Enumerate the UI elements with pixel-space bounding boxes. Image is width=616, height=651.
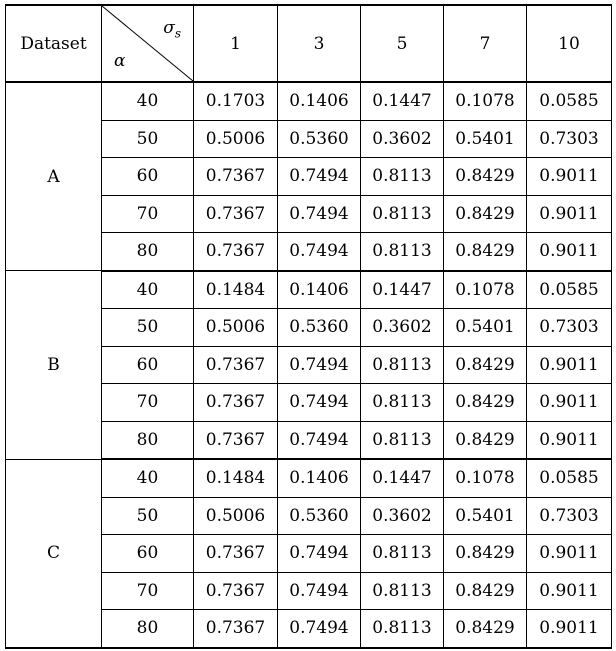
value-cell: 0.5006 [194,120,278,158]
value-cell: 0.8113 [361,535,444,573]
sigma-header-5: 5 [361,5,444,82]
alpha-value-cell: 70 [102,572,194,610]
alpha-value-cell: 40 [102,82,194,120]
sigma-header-7: 7 [444,5,527,82]
value-cell: 0.8113 [361,346,444,384]
alpha-value-cell: 40 [102,459,194,497]
alpha-value-cell: 60 [102,535,194,573]
value-cell: 0.7494 [278,421,361,459]
dataset-name-cell: A [6,82,102,271]
value-cell: 0.8113 [361,421,444,459]
sigma-header-3: 3 [278,5,361,82]
value-cell: 0.1703 [194,82,278,120]
value-cell: 0.1484 [194,459,278,497]
value-cell: 0.7303 [527,120,612,158]
value-cell: 0.5401 [444,309,527,347]
dataset-name-cell: C [6,459,102,648]
value-cell: 0.8429 [444,421,527,459]
value-cell: 0.7494 [278,610,361,648]
value-cell: 0.1406 [278,271,361,309]
sigma-header-10: 10 [527,5,612,82]
value-cell: 0.7494 [278,158,361,196]
alpha-value-cell: 80 [102,610,194,648]
value-cell: 0.0585 [527,459,612,497]
value-cell: 0.7367 [194,195,278,233]
value-cell: 0.9011 [527,535,612,573]
value-cell: 0.3602 [361,120,444,158]
value-cell: 0.7494 [278,572,361,610]
value-cell: 0.1406 [278,82,361,120]
value-cell: 0.7494 [278,384,361,422]
results-table [5,4,612,649]
value-cell: 0.1078 [444,459,527,497]
header-row [6,5,612,82]
value-cell: 0.8113 [361,195,444,233]
value-cell: 0.5360 [278,120,361,158]
value-cell: 0.7367 [194,158,278,196]
value-cell: 0.7367 [194,535,278,573]
sigma-header-1: 1 [194,5,278,82]
value-cell: 0.8429 [444,384,527,422]
alpha-value-cell: 70 [102,384,194,422]
value-cell: 0.8429 [444,346,527,384]
alpha-value-cell: 60 [102,346,194,384]
value-cell: 0.7303 [527,309,612,347]
sigma-label: $\sigma_s$ [163,18,181,41]
value-cell: 0.7494 [278,195,361,233]
value-cell: 0.5401 [444,497,527,535]
value-cell: 0.1406 [278,459,361,497]
value-cell: 0.5360 [278,309,361,347]
value-cell: 0.9011 [527,195,612,233]
value-cell: 0.9011 [527,384,612,422]
value-cell: 0.8429 [444,535,527,573]
value-cell: 0.5006 [194,309,278,347]
value-cell: 0.7303 [527,497,612,535]
value-cell: 0.9011 [527,233,612,271]
alpha-value-cell: 80 [102,233,194,271]
value-cell: 0.8113 [361,158,444,196]
dataset-header: Dataset [6,5,102,82]
value-cell: 0.8429 [444,572,527,610]
value-cell: 0.8429 [444,233,527,271]
alpha-label: α [114,51,126,71]
value-cell: 0.0585 [527,271,612,309]
value-cell: 0.1447 [361,271,444,309]
value-cell: 0.8113 [361,572,444,610]
alpha-value-cell: 50 [102,497,194,535]
value-cell: 0.8429 [444,610,527,648]
value-cell: 0.1447 [361,459,444,497]
table-row [6,459,612,497]
value-cell: 0.1484 [194,271,278,309]
value-cell: 0.9011 [527,572,612,610]
value-cell: 0.5360 [278,497,361,535]
value-cell: 0.3602 [361,497,444,535]
table-row [6,271,612,309]
value-cell: 0.7367 [194,572,278,610]
value-cell: 0.9011 [527,610,612,648]
alpha-value-cell: 60 [102,158,194,196]
alpha-value-cell: 50 [102,309,194,347]
value-cell: 0.3602 [361,309,444,347]
value-cell: 0.8429 [444,195,527,233]
value-cell: 0.5006 [194,497,278,535]
value-cell: 0.7494 [278,233,361,271]
value-cell: 0.7494 [278,346,361,384]
value-cell: 0.7367 [194,233,278,271]
value-cell: 0.9011 [527,158,612,196]
value-cell: 0.7367 [194,421,278,459]
dataset-name-cell: B [6,271,102,460]
value-cell: 0.8113 [361,233,444,271]
value-cell: 0.7494 [278,535,361,573]
value-cell: 0.8113 [361,610,444,648]
table-row [6,82,612,120]
alpha-value-cell: 70 [102,195,194,233]
value-cell: 0.8113 [361,384,444,422]
value-cell: 0.7367 [194,346,278,384]
diagonal-header-cell [102,5,194,82]
value-cell: 0.5401 [444,120,527,158]
value-cell: 0.1447 [361,82,444,120]
value-cell: 0.0585 [527,82,612,120]
alpha-value-cell: 50 [102,120,194,158]
alpha-value-cell: 80 [102,421,194,459]
value-cell: 0.8429 [444,158,527,196]
alpha-value-cell: 40 [102,271,194,309]
value-cell: 0.1078 [444,82,527,120]
value-cell: 0.7367 [194,610,278,648]
value-cell: 0.1078 [444,271,527,309]
value-cell: 0.7367 [194,384,278,422]
value-cell: 0.9011 [527,346,612,384]
value-cell: 0.9011 [527,421,612,459]
